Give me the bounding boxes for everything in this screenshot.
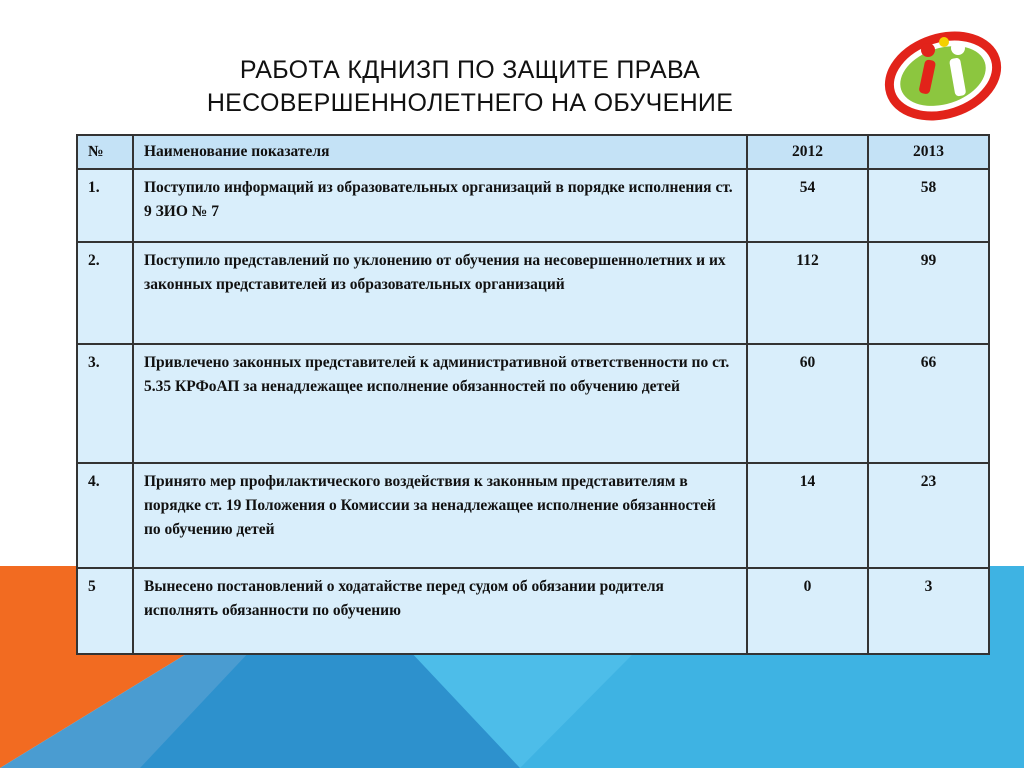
title-line-2: НЕСОВЕРШЕННОЛЕТНЕГО НА ОБУЧЕНИЕ — [206, 89, 734, 117]
header-2012: 2012 — [747, 135, 868, 169]
row-name: Поступило представлений по уклонению от обучения на несовершеннолетних и их законных представителей из образовательных организаций — [133, 242, 747, 344]
row-num: 1. — [77, 169, 133, 242]
row-name: Вынесено постановлений о ходатайстве перед судом об обязании родителя исполнять обязанности по обучению — [133, 568, 747, 654]
table-row — [77, 169, 989, 242]
table-row — [77, 568, 989, 654]
table-header-row — [77, 135, 989, 169]
row-2012: 14 — [747, 463, 868, 568]
row-2012: 112 — [747, 242, 868, 344]
row-name: Привлечено законных представителей к административной ответственности по ст. 5.35 КРФоАП за ненадлежащее исполнение обязанностей по обучению детей — [133, 344, 747, 463]
row-name: Поступило информаций из образовательных организаций в порядке исполнения ст. 9 ЗИО № 7 — [133, 169, 747, 242]
row-2013: 66 — [868, 344, 989, 463]
title-line-1: РАБОТА КДНИЗП ПО ЗАЩИТЕ ПРАВА — [239, 56, 701, 84]
header-name: Наименование показателя — [133, 135, 747, 169]
row-2013: 3 — [868, 568, 989, 654]
table-row — [77, 463, 989, 568]
row-2013: 58 — [868, 169, 989, 242]
row-num: 3. — [77, 344, 133, 463]
row-2012: 54 — [747, 169, 868, 242]
header-num: № — [77, 135, 133, 169]
row-2012: 60 — [747, 344, 868, 463]
row-2013: 23 — [868, 463, 989, 568]
row-num: 2. — [77, 242, 133, 344]
header-2013: 2013 — [868, 135, 989, 169]
row-num: 5 — [77, 568, 133, 654]
row-num: 4. — [77, 463, 133, 568]
table-row — [77, 242, 989, 344]
commission-logo-icon — [884, 20, 1002, 124]
indicators-table — [76, 134, 990, 655]
slide-title — [120, 54, 820, 120]
row-2012: 0 — [747, 568, 868, 654]
row-name: Принято мер профилактического воздействия к законным представителям в порядке ст. 19 Положения о Комиссии за ненадлежащее исполнение обязанностей по обучению детей — [133, 463, 747, 568]
row-2013: 99 — [868, 242, 989, 344]
table-row — [77, 344, 989, 463]
